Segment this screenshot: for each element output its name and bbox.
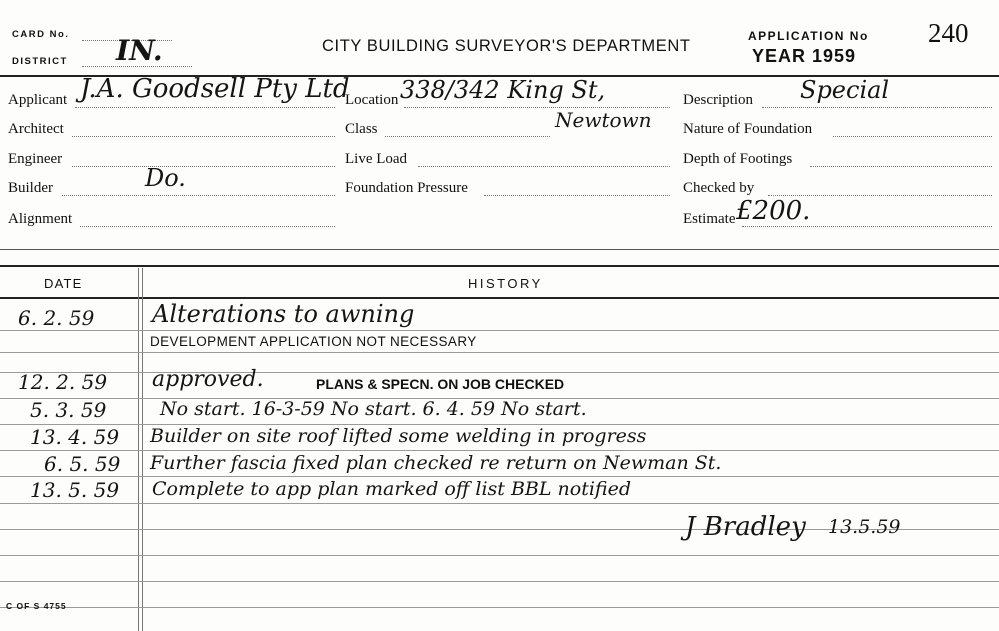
history-line — [0, 450, 999, 451]
class-line — [385, 136, 550, 137]
history-text: Further fascia fixed plan checked re return on Newman St. — [150, 452, 722, 474]
builder-label: Builder — [8, 180, 53, 196]
depth-of-footings-label: Depth of Footings — [683, 151, 793, 167]
location-value: 338/342 King St, — [400, 76, 606, 104]
builder-line — [62, 195, 335, 196]
history-line — [0, 581, 999, 582]
history-date: 13. 5. 59 — [30, 478, 120, 502]
history-text: approved. — [152, 367, 264, 392]
estimate-label: Estimate — [683, 211, 736, 227]
description-label: Description — [683, 92, 753, 108]
history-typed-note: DEVELOPMENT APPLICATION NOT NECESSARY — [150, 334, 477, 349]
alignment-label: Alignment — [8, 211, 73, 227]
applicant-label: Applicant — [8, 92, 68, 108]
history-line — [0, 503, 999, 504]
history-column-header: HISTORY — [468, 276, 543, 291]
history-typed-note: PLANS & SPECN. ON JOB CHECKED — [316, 376, 565, 392]
alignment-line — [80, 226, 335, 227]
history-date: 6. 2. 59 — [18, 306, 95, 330]
history-line — [0, 555, 999, 556]
applicant-value: J.A. Goodsell Pty Ltd — [80, 74, 350, 104]
foundation-pressure-line — [484, 195, 670, 196]
application-no-label: APPLICATION No — [748, 29, 869, 43]
architect-label: Architect — [8, 121, 64, 137]
history-line — [0, 330, 999, 331]
description-line — [762, 107, 992, 108]
estimate-value: £200. — [736, 196, 811, 226]
fields-bottom-rule — [0, 249, 999, 250]
location-value-suburb: Newtown — [555, 108, 652, 132]
application-number: 240 — [928, 18, 969, 48]
history-date: 13. 4. 59 — [30, 425, 120, 449]
nature-of-foundation-line — [833, 136, 992, 137]
department-title: CITY BUILDING SURVEYOR'S DEPARTMENT — [322, 37, 691, 55]
district-label: DISTRICT — [12, 56, 68, 67]
date-column-header: DATE — [44, 276, 83, 291]
card-no-label: CARD No. — [12, 29, 70, 40]
history-date: 12. 2. 59 — [18, 370, 108, 394]
signature-date: 13.5.59 — [828, 516, 901, 538]
foundation-pressure-label: Foundation Pressure — [345, 180, 468, 196]
form-code: C OF S 4755 — [6, 601, 67, 611]
nature-of-foundation-label: Nature of Foundation — [683, 121, 813, 137]
estimate-line — [742, 226, 992, 227]
history-date: 5. 3. 59 — [30, 398, 107, 422]
year-label: YEAR 1959 — [752, 46, 857, 66]
history-line — [0, 372, 999, 373]
history-line — [0, 476, 999, 477]
architect-line — [72, 136, 335, 137]
district-value: IN. — [116, 34, 163, 67]
live-load-line — [418, 166, 670, 167]
history-line — [0, 352, 999, 353]
history-text: Builder on site roof lifted some welding in progress — [150, 425, 647, 447]
engineer-label: Engineer — [8, 151, 63, 167]
history-text: Complete to app plan marked off list BBL notified — [152, 478, 631, 500]
history-header-rule — [0, 297, 999, 299]
live-load-label: Live Load — [345, 151, 408, 167]
history-text: No start. 16-3-59 No start. 6. 4. 59 No start. — [160, 398, 587, 420]
depth-of-footings-line — [810, 166, 992, 167]
history-line — [0, 607, 999, 608]
class-label: Class — [345, 121, 378, 137]
description-value: Special — [800, 76, 890, 104]
engineer-line — [72, 166, 335, 167]
location-label: Location — [345, 92, 399, 108]
applicant-line — [75, 107, 335, 108]
checked-by-label: Checked by — [683, 180, 755, 196]
history-text: Alterations to awning — [152, 300, 415, 328]
builder-value: Do. — [145, 164, 186, 192]
history-date: 6. 5. 59 — [44, 452, 121, 476]
surveyor-signature: J Bradley — [685, 512, 806, 542]
history-top-rule — [0, 265, 999, 267]
